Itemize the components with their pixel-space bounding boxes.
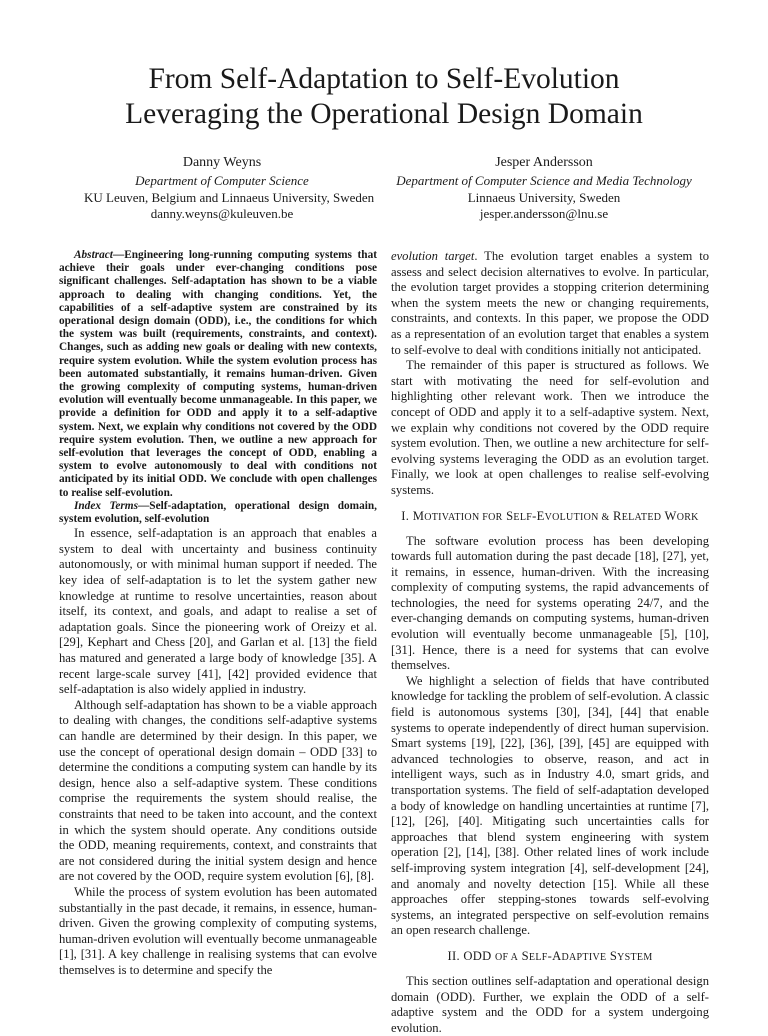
author-department: Department of Computer Science — [135, 173, 309, 188]
body-paragraph: While the process of system evolution has been automated substantially in the past decade, it remains, in essence, human-driven. Given the growing complexity of computing systems, human-driven evolution will eventually become unmanageable [1], [31]. A key challenge in realising systems that can evolve themselves is to determine and specify the — [59, 884, 377, 977]
paper-title — [0, 62, 768, 132]
author-affiliation: KU Leuven, Belgium and Linnaeus University, Sweden — [84, 189, 375, 205]
index-terms-text: —Self-adaptation, operational design domain, system evolution, self-evolution — [59, 499, 377, 526]
author-department: Department of Computer Science and Media Technology — [396, 173, 692, 188]
author-name: Jesper Andersson — [495, 155, 593, 170]
author-name: Danny Weyns — [182, 155, 262, 170]
paragraph-text: . The evolution target enables a system to assess and select decision alternatives to evolve. In particular, the evolution target provides a stopping criterion determining when the system meets the new or changing requirements, constraints, and contexts. In this paper, we propose the ODD as a representation of an evolution target that enables a system to self-evolve to deal with conditions initially not anticipated. — [391, 249, 709, 357]
abstract-text: —Engineering long-running computing systems that achieve their goals under ever-changing conditions pose significant challenges. Self-adaptation has shown to be a viable approach to dealing with changing conditions. Yet, the capabilities of a self-adaptive system are constrained by its operational design domain (ODD), i.e., the conditions for which the system was built (requirements, constraints, and context). Changes, such as adding new goals or dealing with new contexts, require system evolution. While the system evolution process has been automated substantially, it remains human-driven. Given the growing complexity of computing systems, human-driven evolution will eventually become unmanageable. In this paper, we provide a definition for ODD and apply it to a self-adaptive system. Next, we explain why conditions not covered by the ODD require system evolution. Then, we outline a new approach for self-evolution that leverages the concept of ODD, enabling a system to evolve autonomously to deal with conditions not anticipated by its initial ODD. We conclude with open challenges to realise self-evolution. — [59, 249, 377, 499]
author-affiliation: Linnaeus University, Sweden — [467, 189, 621, 205]
title-line-2: Leveraging the Operational Design Domain — [125, 98, 643, 130]
right-column — [391, 249, 709, 1036]
section-heading-1: I. MOTIVATION FOR SELF-EVOLUTION & RELATED WORK — [401, 508, 699, 523]
author-email: danny.weyns@kuleuven.be — [150, 206, 294, 221]
index-terms-label: Index Terms — [74, 499, 138, 512]
body-paragraph — [391, 249, 709, 358]
body-paragraph: Although self-adaptation has shown to be a viable approach to dealing with changes, the conditions self-adaptive systems can handle are determined by their design. In this paper, we use the concept of operational design domain – ODD [33] to determine the conditions a computing system can handle by its design, hence also a self-adaptive system. These conditions comprise the requirements the system should realise, the constraints that need to be taken into account, and the context in which the system should operate. Any conditions outside the ODD, meaning requirements, context, and constraints that are not considered during the initial system design and hence are not covered by the OOD, require system evolution [6], [8]. — [59, 697, 377, 884]
emphasis-term: evolution target — [391, 249, 475, 263]
title-line-1: From Self-Adaptation to Self-Evolution — [148, 63, 620, 95]
body-paragraph: In essence, self-adaptation is an approach that enables a system to deal with uncertainty and business continuity autonomously, or with minimal human support if needed. The key idea of self-adaptation is to let the system gather new knowledge at runtime to resolve uncertainties, reason about itself, its context, and goals, and adapt to realise a set of adaptation goals. Since the pioneering work of Oreizy et al. [29], Kephart and Chess [20], and Garlan et al. [13] the field has matured and generated a large body of knowledge [35]. A recent large-scale survey [41], [42] provided evidence that self-adaptation is also widely applied in industry. — [59, 526, 377, 697]
index-terms — [59, 500, 377, 526]
section-heading-2: II. ODD OF A SELF-ADAPTIVE SYSTEM — [447, 948, 653, 963]
body-paragraph: The software evolution process has been developing towards full automation during the past decade [18], [27], yet, it remains, in essence, human-driven. With the increasing complexity of computing systems, the rapid advancements of technologies, the need for systems operating 24/7, and the ever-changing demands on computing systems, human-driven evolution will eventually become unmanageable [5], [10], [31]. Hence, there is a need for systems that can evolve themselves. — [391, 533, 709, 673]
left-column — [59, 249, 377, 978]
author-block-2 — [392, 154, 696, 223]
abstract — [59, 249, 377, 500]
body-paragraph: The remainder of this paper is structured as follows. We start with motivating the need for self-evolution and highlighting other relevant work. Then we introduce the concept of ODD and apply it to a self-adaptive system. Next, we explain why conditions not covered by the ODD require system evolution. Then, we outline a new architecture for self-evolving systems leveraging the ODD as an evolution target. Finally, we look at open challenges to realise self-evolving systems. — [391, 358, 709, 497]
author-block-1 — [84, 154, 375, 223]
body-paragraph: We highlight a selection of fields that have contributed knowledge for tackling the problem of self-evolution. A classic field is autonomous systems [30], [34], [44] that enable systems to operate independently of direct human supervision. Smart systems [19], [22], [36], [39], [45] are equipped with advanced technologies to observe, reason, and act in intelligent ways, such as in Industry 4.0, smart grids, and transportation systems. The field of self-adaptation developed a body of knowledge on handling uncertainties at runtime [7], [12], [26], [40]. Mitigating such uncertainties calls for approaches that blend system engineering with system operation [2], [14], [38]. Other related lines of work include self-improving system integration [4], self-development [24], and anomaly and novelty detection [15]. While all these approaches offer stepping-stones towards self-evolving systems, an integrated perspective on self-evolution remains an open research challenge. — [391, 673, 709, 938]
author-email: jesper.andersson@lnu.se — [479, 206, 609, 221]
abstract-label: Abstract — [74, 249, 113, 261]
body-paragraph: This section outlines self-adaptation and operational design domain (ODD). Further, we explain the ODD of a self-adaptive system and the ODD for a system undergoing evolution. — [391, 973, 709, 1035]
